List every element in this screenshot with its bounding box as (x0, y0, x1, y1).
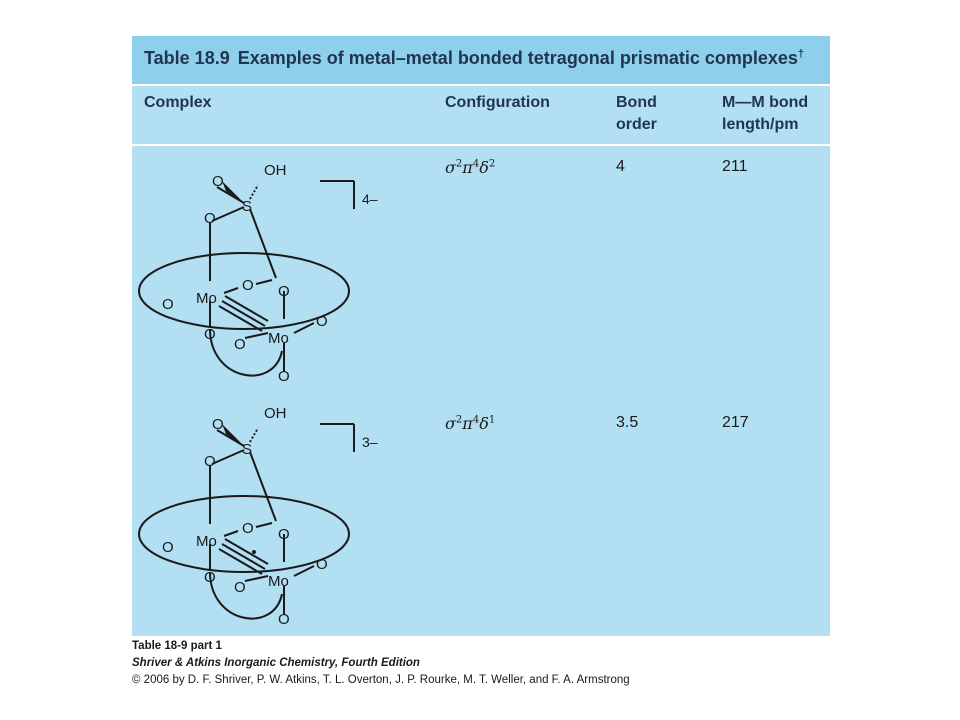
header-configuration: Configuration (445, 94, 550, 111)
header-bond-order (616, 92, 657, 136)
atom-o: O (204, 569, 216, 586)
atom-mo: Mo (196, 533, 217, 550)
atom-o: O (234, 336, 246, 353)
atom-o: O (278, 526, 290, 543)
atom-o: O (204, 210, 216, 227)
pi-exponent: 4 (472, 414, 480, 426)
atom-o: O (278, 611, 290, 628)
delta-exponent: 1 (488, 414, 496, 426)
table-number: Table 18.9 (144, 48, 230, 68)
table-title-bar (132, 36, 830, 84)
complex-structure-1 (132, 151, 402, 391)
delta-symbol: δ (479, 158, 489, 177)
header-complex: Complex (144, 94, 212, 111)
header-length-line2: length/pm (722, 116, 799, 133)
row1-bond-length: 211 (722, 158, 748, 175)
caption-book-title: Shriver & Atkins Inorganic Chemistry, Fourth Edition (132, 657, 420, 669)
atom-o: O (242, 520, 254, 537)
sigma-symbol: σ (445, 158, 456, 177)
delta-symbol: δ (479, 414, 489, 433)
sigma-exponent: 2 (455, 414, 463, 426)
atom-mo: Mo (268, 573, 289, 590)
row2-bond-order: 3.5 (616, 414, 639, 431)
row1-bond-order: 4 (616, 158, 625, 175)
caption-copyright: © 2006 by D. F. Shriver, P. W. Atkins, T. L. Overton, J. P. Rourke, M. T. Weller, and F. A. Armstrong (132, 674, 630, 686)
row1-configuration (445, 158, 495, 177)
atom-o: O (316, 313, 328, 330)
atom-o: O (278, 283, 290, 300)
table-panel (132, 36, 830, 636)
atom-o: O (316, 556, 328, 573)
atom-o: O (234, 579, 246, 596)
atom-s: S (242, 441, 253, 458)
row2-bond-length: 217 (722, 414, 749, 431)
header-divider (132, 144, 830, 146)
atom-o: O (162, 296, 174, 313)
pi-symbol: π (462, 414, 473, 433)
header-length-line1: M—M bond (722, 94, 809, 111)
header-bond-order-line1: Bond (616, 94, 657, 111)
atom-o: O (278, 368, 290, 385)
table-title (144, 48, 804, 69)
dagger-mark: † (797, 48, 805, 60)
charge-label: 3– (362, 434, 378, 450)
row2-configuration (445, 414, 495, 433)
delta-exponent: 2 (488, 158, 496, 170)
atom-oh: OH (264, 162, 287, 179)
atom-o: O (212, 173, 224, 190)
atom-o: O (242, 277, 254, 294)
atom-o: O (212, 416, 224, 433)
header-bond-length (722, 92, 808, 136)
atom-mo: Mo (196, 290, 217, 307)
atom-o: O (204, 453, 216, 470)
sigma-symbol: σ (445, 414, 456, 433)
charge-label: 4– (362, 191, 378, 207)
atom-mo: Mo (268, 330, 289, 347)
atom-o: O (162, 539, 174, 556)
pi-exponent: 4 (472, 158, 480, 170)
sigma-exponent: 2 (455, 158, 463, 170)
atom-o: O (204, 326, 216, 343)
atom-s: S (242, 198, 253, 215)
divider (132, 84, 830, 86)
complex-structure-2 (132, 394, 402, 634)
pi-symbol: π (462, 158, 473, 177)
table-title-text: Examples of metal–metal bonded tetragonal prismatic complexes (237, 48, 798, 68)
atom-oh: OH (264, 405, 287, 422)
caption-table-label: Table 18-9 part 1 (132, 640, 222, 652)
header-bond-order-line2: order (616, 116, 657, 133)
